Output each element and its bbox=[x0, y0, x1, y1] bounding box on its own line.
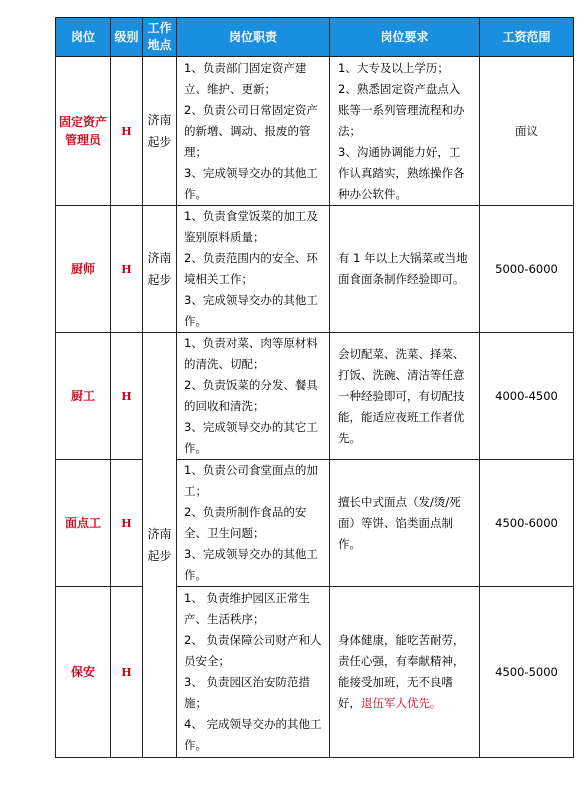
duty-line: 3、完成领导交办的其他工作。 bbox=[184, 165, 318, 201]
duty-number: 1、 bbox=[184, 591, 203, 605]
header-salary: 工资范围 bbox=[480, 18, 574, 57]
duty-line: 3、完成领导交办的其他工作。 bbox=[184, 293, 318, 328]
requirement-line: 会切配菜、洗菜、择菜、打饭、洗碗、清洁等任意一种经验即可，有切配技能，能适应夜班工作者优先。 bbox=[338, 346, 465, 445]
level-value: H bbox=[111, 57, 143, 206]
veteran-priority-note: 退伍军人优先。 bbox=[361, 696, 442, 710]
duty-line: 1、负责公司食堂面点的加工； bbox=[184, 463, 318, 498]
level-value: H bbox=[111, 587, 143, 758]
header-level: 级别 bbox=[111, 18, 143, 57]
requirement-line: 2、熟悉固定资产盘点入账等一系列管理流程和办法； bbox=[338, 81, 465, 138]
salary-range: 4000-4500 bbox=[480, 333, 574, 460]
duty-number: 3、 bbox=[184, 675, 203, 689]
position-name: 面点工 bbox=[56, 460, 111, 587]
header-location: 工作地点 bbox=[143, 18, 177, 57]
table-row bbox=[56, 333, 574, 460]
requirements-cell bbox=[330, 57, 480, 206]
level-value: H bbox=[111, 206, 143, 333]
position-name: 保安 bbox=[56, 587, 111, 758]
level-value: H bbox=[111, 333, 143, 460]
table-row bbox=[56, 587, 574, 758]
requirements-cell bbox=[330, 587, 480, 758]
duties-cell bbox=[177, 460, 330, 587]
duty-line bbox=[184, 714, 322, 756]
duties-cell bbox=[177, 206, 330, 333]
duty-line: 2、负责公司日常固定资产的新增、调动、报废的管理； bbox=[184, 102, 318, 159]
requirement-line: 1、大专及以上学历； bbox=[338, 60, 449, 75]
job-table bbox=[55, 17, 574, 758]
work-location: 济南起步 bbox=[143, 206, 177, 333]
duty-line bbox=[184, 630, 322, 672]
duty-number: 4、 bbox=[184, 717, 203, 731]
duty-line: 2、负责范围内的安全、环境相关工作； bbox=[184, 251, 318, 286]
table-row bbox=[56, 57, 574, 206]
header-position: 岗位 bbox=[56, 18, 111, 57]
duty-line: 2、负责所制作食品的安全、卫生问题； bbox=[184, 505, 307, 540]
header-requirements: 岗位要求 bbox=[330, 18, 480, 57]
requirement-line: 3、沟通协调能力好，工作认真踏实，熟练操作各种办公软件。 bbox=[338, 144, 465, 201]
duties-cell bbox=[177, 587, 330, 758]
duty-line: 2、负责饭菜的分发、餐具的回收和清洗； bbox=[184, 378, 318, 413]
requirements-cell bbox=[330, 333, 480, 460]
requirements-cell bbox=[330, 460, 480, 587]
salary-range: 4500-6000 bbox=[480, 460, 574, 587]
table-row bbox=[56, 206, 574, 333]
duty-text: 完成领导交办的其他工作。 bbox=[184, 717, 322, 752]
duty-line bbox=[184, 588, 322, 630]
work-location: 济南起步 bbox=[143, 333, 177, 758]
salary-range: 5000-6000 bbox=[480, 206, 574, 333]
requirement-line: 有 1 年以上大锅菜或当地面食面条制作经验即可。 bbox=[338, 251, 468, 286]
duty-number: 2、 bbox=[184, 633, 203, 647]
header-duties: 岗位职责 bbox=[177, 18, 330, 57]
duty-line: 3、完成领导交办的其它工作。 bbox=[184, 420, 318, 455]
requirement-line: 身体健康，能吃苦耐劳，责任心强，有奉献精神，能接受加班，无不良嗜好， bbox=[338, 633, 465, 710]
duty-line: 1、负责部门固定资产建立、维护、更新； bbox=[184, 60, 307, 96]
duty-line: 3、完成领导交办的其他工作。 bbox=[184, 547, 318, 582]
salary-range: 面议 bbox=[480, 57, 574, 206]
duty-text: 负责园区治安防范措施； bbox=[184, 675, 310, 710]
requirement-line: 擅长中式面点（发/烫/死面）等饼、馅类面点制作。 bbox=[338, 494, 461, 551]
duty-line: 1、负责食堂饭菜的加工及鉴别原料质量； bbox=[184, 209, 318, 244]
duty-line bbox=[184, 672, 322, 714]
duties-cell bbox=[177, 57, 330, 206]
level-value: H bbox=[111, 460, 143, 587]
work-location: 济南起步 bbox=[143, 57, 177, 206]
duty-text: 负责保障公司财产和人员安全； bbox=[184, 633, 322, 668]
requirements-cell bbox=[330, 206, 480, 333]
table-row bbox=[56, 460, 574, 587]
table-header-row bbox=[56, 18, 574, 57]
position-name: 厨师 bbox=[56, 206, 111, 333]
duties-cell bbox=[177, 333, 330, 460]
position-name: 厨工 bbox=[56, 333, 111, 460]
position-name: 固定资产管理员 bbox=[56, 57, 111, 206]
duty-line: 1、负责对菜、肉等原材料的清洗、切配； bbox=[184, 336, 318, 371]
salary-range: 4500-5000 bbox=[480, 587, 574, 758]
duty-text: 负责维护园区正常生产、生活秩序； bbox=[184, 591, 310, 626]
